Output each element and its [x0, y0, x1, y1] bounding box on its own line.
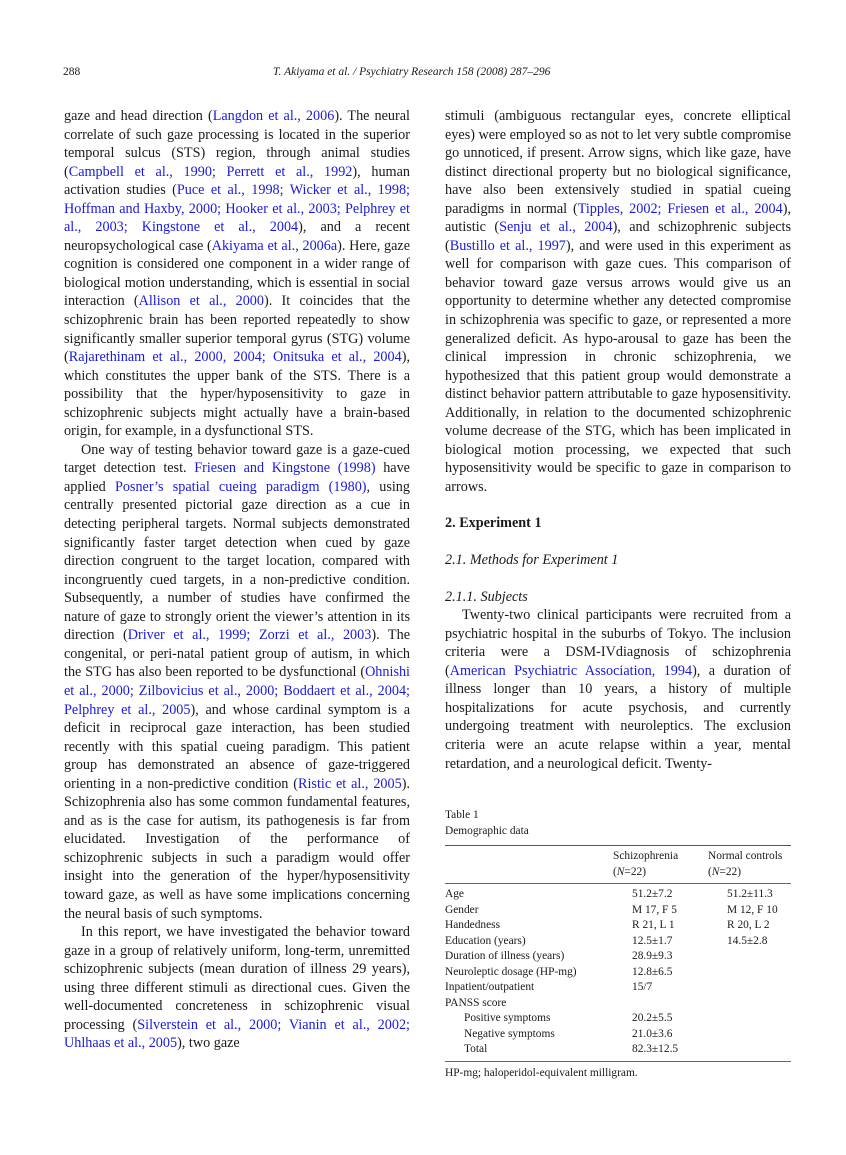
- table-row: [445, 1027, 791, 1043]
- citation-link[interactable]: Silverstein et al., 2000; Vianin et al., 2002; Uhlhaas et al., 2005: [64, 1016, 410, 1052]
- schizophrenia-value: 12.8±6.5: [632, 965, 673, 978]
- citation-link[interactable]: Friesen and Kingstone (1998): [194, 460, 376, 477]
- row-label: Duration of illness (years): [445, 950, 565, 962]
- citation-link[interactable]: American Psychiatric Association, 1994: [449, 662, 693, 679]
- column-header: [445, 846, 613, 883]
- table-label: Table 1: [445, 809, 479, 821]
- column-header-sub: (N=22): [613, 865, 647, 878]
- controls-value: 14.5±2.8: [727, 934, 768, 947]
- schizophrenia-value: 82.3±12.5: [632, 1043, 679, 1055]
- row-label: Education (years): [445, 934, 526, 947]
- table-row: [445, 884, 791, 903]
- controls-value: [727, 1027, 791, 1043]
- citation-link[interactable]: Tipples, 2002; Friesen et al., 2004: [577, 200, 783, 217]
- demographic-table: [445, 808, 791, 1081]
- column-header-name: Schizophrenia: [613, 850, 679, 862]
- table: [445, 846, 791, 883]
- controls-value: 51.2±11.3: [727, 888, 773, 900]
- table-row: [445, 1011, 791, 1027]
- subsubsection-heading: 2.1.1. Subjects: [445, 588, 528, 605]
- schizophrenia-value: 12.5±1.7: [632, 934, 673, 947]
- schizophrenia-value: 21.0±3.6: [632, 1027, 673, 1040]
- citation-link[interactable]: Ristic et al., 2005: [298, 775, 402, 792]
- schizophrenia-value: 20.2±5.5: [632, 1012, 673, 1024]
- controls-value: [727, 949, 791, 965]
- table-row: [445, 949, 791, 965]
- left-column: [64, 107, 410, 1053]
- table-row: [445, 980, 791, 996]
- column-header: [708, 846, 791, 883]
- right-column: [445, 107, 791, 773]
- column-header: [613, 846, 708, 883]
- table-row: [445, 934, 791, 950]
- section-heading: 2. Experiment 1: [445, 515, 542, 532]
- schizophrenia-value: R 21, L 1: [632, 919, 675, 931]
- paragraph: One way of testing behavior toward gaze is a gaze-cued target detection test. Friesen and Kingstone (1998) have applied Posner’s spatial cueing paradigm (1980), using centrally presented pictorial gaze direction as a cue in detecting peripheral targets. Normal subjects demonstrated significantly faster target detection when cued by gaze direction congruent to the target location, compared with incongruently cued targets, in a non-predictive condition. Subsequently, a number of studies have confirmed the nature of gaze to strongly orient the viewer’s attention in its direction (Driver et al., 1999; Zorzi et al., 2003). The congenital, or peri-natal patient group of autism, in which the STG has also been reported to be dysfunctional (Ohnishi et al., 2000; Zilbovicius et al., 2000; Boddaert et al., 2004; Pelphrey et al., 2005), and whose cardinal symptom is a deficit in reciprocal gaze interaction, has been studied recently with this spatial cueing paradigm. This patient group has demonstrated an absence of gaze-triggered orienting in a non-predictive condition (Ristic et al., 2005). Schizophrenia also has some common fundamental features, and as is the case for autism, its pathogenesis is far from elucidated. Investigation of the performance of schizophrenic subjects in such a paradigm would offer insight into the generation of the hyper/hyposensitivity toward gaze, as well as have some implications concerning the neural basis of such symptoms.: [64, 441, 410, 922]
- paragraph: In this report, we have investigated the behavior toward gaze in a group of relatively uniform, long-term, unremitted schizophrenic subjects (mean duration of illness 29 years), using three different stimuli as directional cues. Given the well-documented concreteness in schizophrenic visual processing (Silverstein et al., 2000; Vianin et al., 2002; Uhlhaas et al., 2005), two gaze: [64, 924, 410, 1052]
- table-row: [445, 903, 791, 919]
- paragraph: Twenty-two clinical participants were recruited from a psychiatric hospital in the suburbs of Tokyo. The inclusion criteria were a DSM-IVdiagnosis of schizophrenia (American Psychiatric Association, 1994), a duration of illness longer than 10 years, a history of multiple hospitalizations for acute psychosis, and currently undergoing treatment with neuroleptics. The exclusion criteria were an acute relapse within a year, mental retardation, and a neurological deficit. Twenty-: [445, 607, 791, 772]
- table-footnote: HP-mg; haloperidol-equivalent milligram.: [445, 1066, 638, 1079]
- citation-link[interactable]: Posner’s spatial cueing paradigm (1980): [114, 478, 367, 495]
- table-row: [445, 918, 791, 934]
- table-body: [445, 884, 791, 1058]
- table-bottom-rule: [445, 1061, 791, 1062]
- citation-link[interactable]: Allison et al., 2000: [138, 293, 264, 310]
- column-header-name: Normal controls: [708, 850, 783, 862]
- controls-value: [727, 980, 791, 996]
- row-label: Positive symptoms: [464, 1012, 551, 1024]
- citation-link[interactable]: Bustillo et al., 1997: [449, 237, 566, 254]
- row-label: Neuroleptic dosage (HP-mg): [445, 965, 577, 978]
- table-caption: Demographic data: [445, 824, 529, 837]
- schizophrenia-value: 28.9±9.3: [632, 950, 673, 962]
- citation-link[interactable]: Puce et al., 1998; Wicker et al., 1998; Hoffman and Haxby, 2000; Hooker et al., 2003; Pelphrey et al., 2003; Kingstone et al., 2004: [64, 182, 410, 236]
- citation-link[interactable]: Driver et al., 1999; Zorzi et al., 2003: [127, 627, 372, 644]
- subsection-heading: 2.1. Methods for Experiment 1: [445, 552, 619, 569]
- citation-link[interactable]: Akiyama et al., 2006a: [211, 237, 338, 254]
- citation-link[interactable]: Campbell et al., 1990; Perrett et al., 1992: [68, 163, 353, 180]
- controls-value: [727, 1011, 791, 1027]
- table-header-row: [445, 846, 791, 883]
- citation-link[interactable]: Rajarethinam et al., 2000, 2004; Onitsuka et al., 2004: [68, 349, 402, 366]
- row-label: Total: [464, 1043, 488, 1055]
- row-label: Gender: [445, 903, 479, 916]
- paragraph: stimuli (ambiguous rectangular eyes, concrete elliptical eyes) were employed so as not to let very subtle compromise go unnoticed, if present. Arrow signs, which like gaze, have distinct directional property but no biological significance, have also been extensively studied in spatial cueing paradigms in normal (Tipples, 2002; Friesen et al., 2004), autistic (Senju et al., 2004), and schizophrenic subjects (Bustillo et al., 1997), and were used in this experiment as well for comparison with gaze cues. This comparison of behavior toward gaze versus arrows would give us an opportunity to determine whether any detected compromise in schizophrenia was specific to gaze, or represented a more generalized deficit. As hypo-arousal to gaze has been the clinical impression in chronic schizophrenia, we hypothesized that this patient group would demonstrate a distinct behavior pattern attributable to gaze hyposensitivity. Additionally, in relation to the documented schizophrenic volume decrease of the STG, which has been implicated in biological motion processing, we expected that such hyposensitivity would be specific to gaze in comparison to arrows.: [445, 108, 792, 495]
- schizophrenia-value: 51.2±7.2: [632, 888, 673, 900]
- controls-value: M 12, F 10: [727, 903, 778, 916]
- row-label: PANSS score: [445, 996, 507, 1009]
- row-label: Age: [445, 888, 464, 900]
- running-head: T. Akiyama et al. / Psychiatry Research 158 (2008) 287–296: [273, 66, 551, 78]
- page-number: 288: [63, 66, 81, 78]
- citation-link[interactable]: Ohnishi et al., 2000; Zilbovicius et al., 2000; Boddaert et al., 2004; Pelphrey et al., 2005: [64, 664, 410, 718]
- column-header-sub: (N=22): [708, 865, 742, 878]
- row-label: Negative symptoms: [464, 1027, 555, 1040]
- citation-link[interactable]: Senju et al., 2004: [499, 219, 613, 236]
- row-label: Handedness: [445, 919, 501, 931]
- controls-value: [727, 996, 791, 1012]
- table-row: [445, 1042, 791, 1058]
- page-header: [63, 66, 783, 84]
- table-row: [445, 965, 791, 981]
- row-label: Inpatient/outpatient: [445, 981, 535, 993]
- schizophrenia-value: M 17, F 5: [632, 903, 677, 916]
- controls-value: [727, 965, 791, 981]
- schizophrenia-value: 15/7: [632, 981, 653, 993]
- controls-value: [727, 1042, 791, 1058]
- table-row: [445, 996, 791, 1012]
- controls-value: R 20, L 2: [727, 919, 770, 931]
- schizophrenia-value: [632, 996, 727, 1012]
- citation-link[interactable]: Langdon et al., 2006: [212, 108, 335, 124]
- paragraph: gaze and head direction (Langdon et al., 2006). The neural correlate of such gaze processing is located in the superior temporal sulcus (STS) region, through animal studies (Campbell et al., 1990; Perrett et al., 1992), human activation studies (Puce et al., 1998; Wicker et al., 1998; Hoffman and Haxby, 2000; Hooker et al., 2003; Pelphrey et al., 2003; Kingstone et al., 2004), and a recent neuropsychological case (Akiyama et al., 2006a). Here, gaze cognition is considered one component in a wider range of biological motion understanding, which is essential in social interaction (Allison et al., 2000). It coincides that the schizophrenic brain has been reported repeatedly to show significantly smaller superior temporal gyrus (STG) volume (Rajarethinam et al., 2000, 2004; Onitsuka et al., 2004), which constitutes the upper bank of the STS. There is a possibility that the hyper/hyposensitivity to gaze in schizophrenic subjects might actually have a brain-based origin, for example, in a dysfunctional STS.: [64, 108, 411, 440]
